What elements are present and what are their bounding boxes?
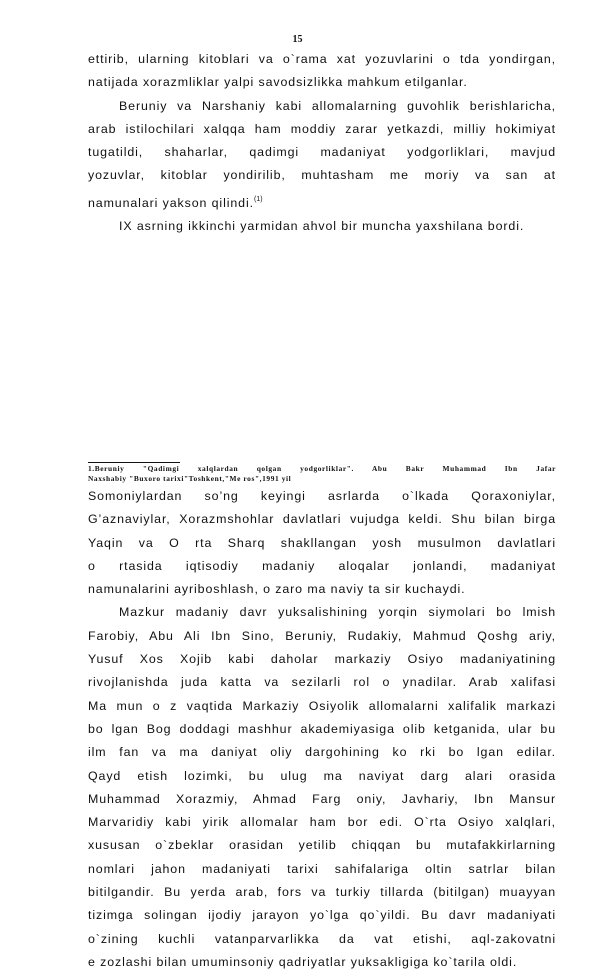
text-line: Yaqin va O rta Sharq shakllangan yosh musulmon davlatlari: [88, 535, 556, 550]
text-line: o`zining kuchli vatanparvarlikka da vat etishi, aql-zakovatni: [88, 931, 556, 946]
text-line: Qayd etish lozimki, bu ulug ma naviyat darg alari orasida: [88, 768, 556, 783]
footnote: [88, 464, 556, 484]
text-line: o rtasida iqtisodiy madaniy aloqalar jonlandi, madaniyat: [88, 558, 556, 573]
footnote-marker: (1): [253, 195, 263, 203]
text-line-with-footnote-ref: [88, 188, 556, 215]
text-line: Farobiy, Abu Ali Ibn Sino, Beruniy, Rudakiy, Mahmud Qoshg ariy,: [88, 628, 556, 643]
text-line: IX asrning ikkinchi yarmidan ahvol bir muncha yaxshilana bordi.: [119, 219, 525, 234]
page-number: 15: [292, 34, 303, 45]
body-text-bottom: [88, 485, 556, 974]
text-line: ilm fan va ma daniyat oliy dargohining ko rki bo lgan edilar.: [88, 745, 556, 760]
text-line: Mazkur madaniy davr yuksalishining yorqin siymolari bo lmish: [119, 605, 556, 620]
footnote-line: 1.Beruniy "Qadimgi xalqlardan qolgan yodgorliklar". Abu Bakr Muhammad Ibn Jafar: [88, 464, 556, 473]
text-line: yozuvlar, kitoblar yondirilib, muhtasham me moriy va san at: [88, 168, 556, 183]
body-text-top: [88, 48, 556, 238]
text-line: bitilgandir. Bu yerda arab, fors va turkiy tillarda (bitilgan) muayyan: [88, 885, 556, 900]
text-line: ettirib, ularning kitoblari va o`rama xat yozuvlarini o tda yondirgan,: [88, 52, 556, 66]
text-line: tugatildi, shaharlar, qadimgi madaniyat yodgorliklari, mavjud: [88, 145, 556, 160]
text-line: natijada xorazmliklar yalpi savodsizlikka mahkum etilganlar.: [88, 75, 468, 90]
text-line: Ma mun o z vaqtida Markaziy Osiyolik allomalarni xalifalik markazi: [88, 698, 556, 713]
text-line: Muhammad Xorazmiy, Ahmad Farg oniy, Javhariy, Ibn Mansur: [88, 791, 556, 806]
text-line: e zozlashi bilan umuminsoniy qadriyatlar yuksakligiga ko`tarila oldi.: [88, 954, 518, 969]
text-line: nomlari jahon madaniyati tarixi sahifalariga oltin satrlar bilan: [88, 861, 556, 876]
text-line: tizimga solingan ijodiy jarayon yo`lga qo`yildi. Bu davr madaniyati: [88, 908, 556, 923]
text-line: xususan o`zbeklar orasidan yetilib chiqqan bu mutafakkirlarning: [88, 838, 556, 853]
text-line: G’aznaviylar, Xorazmshohlar davlatlari vujudga keldi. Shu bilan birga: [88, 512, 556, 527]
text-line: arab istilochilari xalqqa ham moddiy zarar yetkazdi, milliy hokimiyat: [88, 121, 556, 136]
footnote-divider: [88, 462, 180, 463]
text-line: Somoniylardan so’ng keyingi asrlarda o`lkada Qoraxoniylar,: [88, 489, 556, 503]
text-fragment: namunalari yakson qilindi.: [88, 195, 254, 210]
footnote-line: Naxshabiy "Buxoro tarixi"Toshkent,"Me ros",1991 yil: [88, 474, 292, 483]
text-line: Beruniy va Narshaniy kabi allomalarning guvohlik berishlaricha,: [119, 98, 556, 113]
text-line: namunalarini ayriboshlash, o zaro ma naviy ta sir kuchaydi.: [88, 582, 466, 597]
text-line: Yusuf Xos Xojib kabi daholar markaziy Osiyo madaniyatining: [88, 652, 556, 667]
text-line: Marvaridiy kabi yirik allomalar ham bor edi. O`rta Osiyo xalqlari,: [88, 815, 556, 830]
text-line: rivojlanishda juda katta va sezilarli rol o ynadilar. Arab xalifasi: [88, 675, 556, 690]
text-line: bo lgan Bog doddagi mashhur akademiyasiga olib ketganida, ular bu: [88, 721, 556, 736]
